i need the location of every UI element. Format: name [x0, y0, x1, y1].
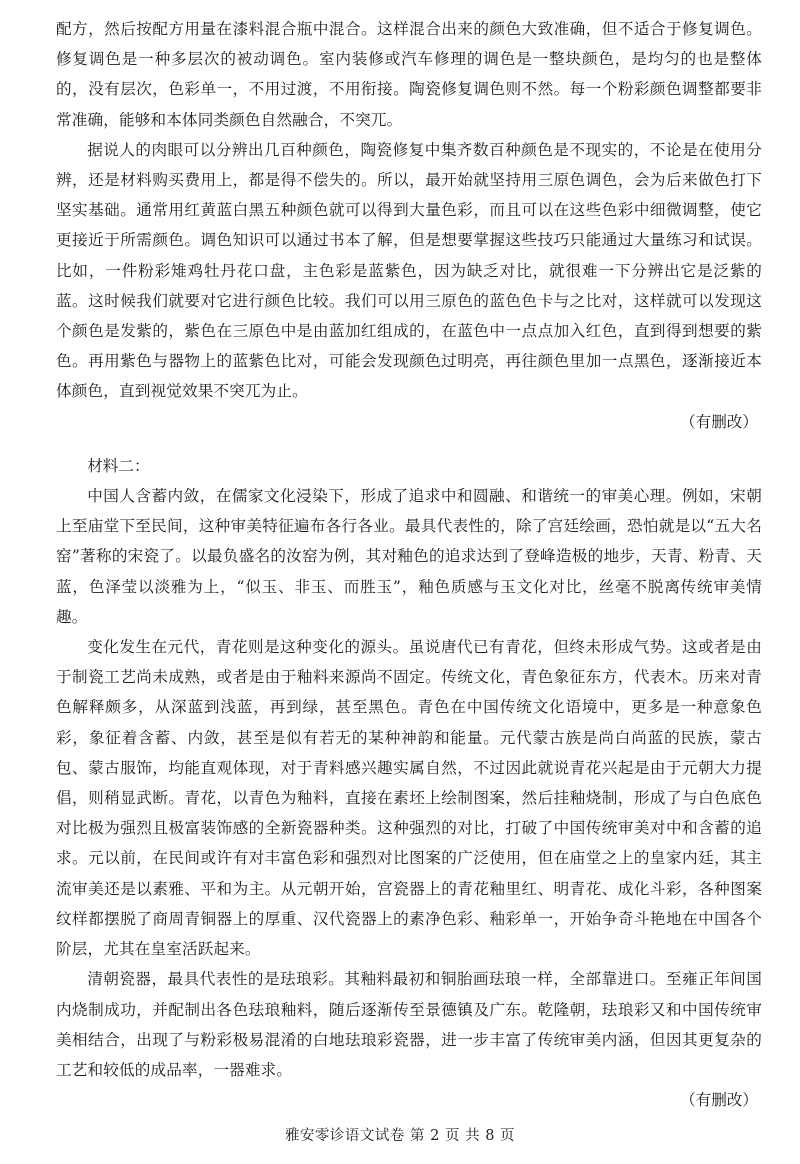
exam-page-body	[56, 14, 762, 1115]
section-gap	[56, 437, 762, 451]
material2-paragraph-yuan: 变化发生在元代，青花则是这种变化的源头。虽说唐代已有青花，但终未形成气势。这或者是由于制瓷工艺尚未成熟，或者是由于釉料来源尚不固定。传统文化，青色象征东方，代表木。历来对青色解释颇多，从深蓝到浅蓝，再到绿，甚至黑色。青色在中国传统文化语境中，更多是一种意象色彩，象征着含蓄、内敛，甚至是似有若无的某种神韵和能量。元代蒙古族是尚白尚蓝的民族，蒙古包、蒙古服饰，均能直观体现，对于青料感兴趣实属自然，不过因此就说青花兴起是由于元朝大力提倡，则稍显武断。青花，以青色为釉料，直接在素坯上绘制图案，然后挂釉烧制，形成了与白色底色对比极为强烈且极富装饰感的全新瓷器种类。这种强烈的对比，打破了中国传统审美对中和含蓄的追求。元以前，在民间或许有对丰富色彩和强烈对比图案的广泛使用，但在庙堂之上的皇家内廷，其主流审美还是以素雅、平和为主。从元朝开始，宫瓷器上的青花釉里红、明青花、成化斗彩，各种图案纹样都摆脱了商周青铜器上的厚重、汉代瓷器上的素净色彩、釉彩单一，开始争奇斗艳地在中国各个阶层，尤其在皇室活跃起来。	[56, 638, 762, 959]
material1-source-note: （有删改）	[680, 412, 758, 431]
material2-heading: 材料二：	[87, 456, 150, 475]
material2-paragraph-qing: 清朝瓷器，最具代表性的是珐琅彩。其釉料最初和铜胎画珐琅一样，全部靠进口。至雍正年间国内烧制成功，并配制出各色珐琅釉料，随后逐渐传至景德镇及广东。乾隆朝，珐琅彩又和中国传统审美相结合，出现了与粉彩极易混淆的白地珐琅彩瓷器，进一步丰富了传统审美内涵，但因其更复杂的工艺和较低的成品率，一器难求。	[56, 970, 762, 1079]
material2-source-note: （有删改）	[680, 1091, 758, 1110]
material1-paragraph-color-mixing: 据说人的肉眼可以分辨出几百种颜色，陶瓷修复中集齐数百种颜色是不现实的，不论是在使用分辨，还是材料购买费用上，都是得不偿失的。所以，最开始就坚持用三原色调色，会为后来做色打下坚实基础。通常用红黄蓝白黑五种颜色就可以得到大量色彩，而且可以在这些色彩中细微调整，使它更接近于所需颜色。调色知识可以通过书本了解，但是想要掌握这些技巧只能通过大量练习和试误。比如，一件粉彩雉鸡牡丹花口盘，主色彩是蓝紫色，因为缺乏对比，就很难一下分辨出它是泛紫的蓝。这时候我们就要对它进行颜色比较。我们可以用三原色的蓝色色卡与之比对，这样就可以发现这个颜色是发紫的，紫色在三原色中是由蓝加红组成的，在蓝色中一点点加入红色，直到得到想要的紫色。再用紫色与器物上的蓝紫色比对，可能会发现颜色过明亮，再往颜色里加一点黑色，逐渐接近本体颜色，直到视觉效果不突兀为止。	[56, 140, 762, 401]
material2-paragraph-song: 中国人含蓄内敛，在儒家文化浸染下，形成了追求中和圆融、和谐统一的审美心理。例如，宋朝上至庙堂下至民间，这种审美特征遍布各行各业。最具代表性的，除了宫廷绘画，恐怕就是以“五大名窑”著称的宋瓷了。以最负盛名的汝窑为例，其对釉色的追求达到了登峰造极的地步，天青、粉青、天蓝，色泽莹以淡雅为上，“似玉、非玉、而胜玉”，釉色质感与玉文化对比，丝毫不脱离传统审美情趣。	[56, 487, 762, 626]
page-footer: 雅安零诊语文试卷 第 2 页 共 8 页	[284, 1128, 516, 1144]
material1-paragraph-continued: 配方，然后按配方用量在漆料混合瓶中混合。这样混合出来的颜色大致准确，但不适合于修复调色。修复调色是一种多层次的被动调色。室内装修或汽车修理的调色是一整块颜色，是均匀的也是整体的，没有层次，色彩单一，不用过渡，不用衔接。陶瓷修复调色则不然。每一个粉彩颜色调整都要非常准确，能够和本体同类颜色自然融合，不突兀。	[56, 20, 762, 129]
